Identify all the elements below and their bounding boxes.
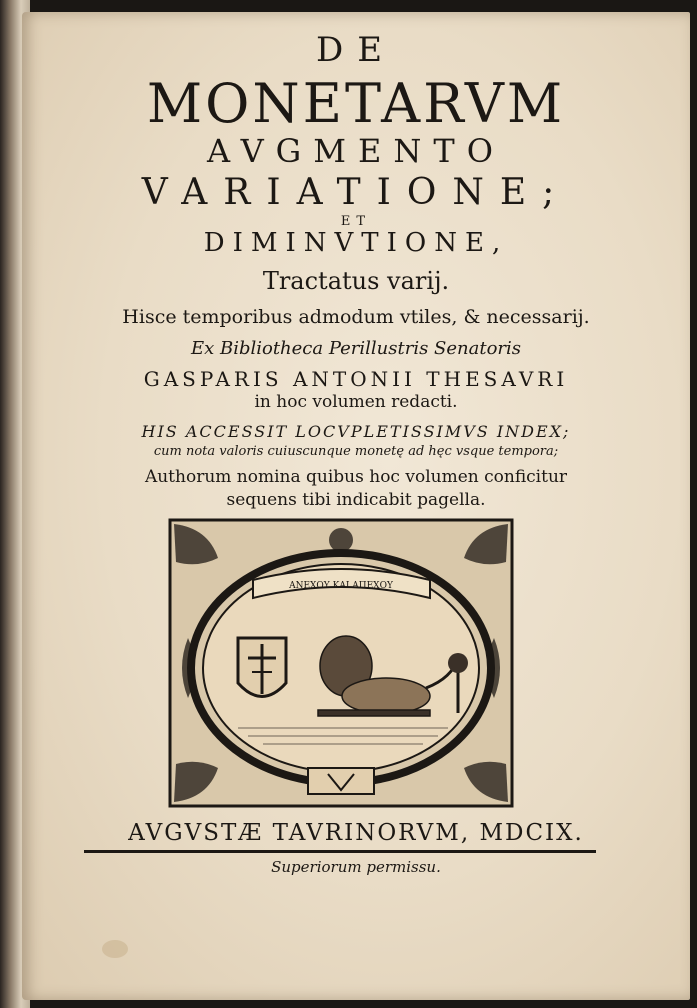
title-line-de: DE <box>315 30 397 70</box>
title-page <box>22 12 690 1000</box>
index-line: HIS ACCESSIT LOCVPLETISSIMVS INDEX; <box>141 422 571 441</box>
index-note: cum nota valoris cuiuscunque monetę ad hęc vsque tempora; <box>153 444 559 459</box>
title-line-variatione: VARIATIONE; <box>141 172 571 213</box>
imprint-rule <box>84 850 596 853</box>
woodcut-banner-text: ΑΝΕΧΟΥ ΚΑΙ ΑΠΕΧΟΥ <box>289 581 393 591</box>
contents-note-1: Authorum nomina quibus hoc volumen conficitur <box>144 467 568 487</box>
author-note: in hoc volumen redacti. <box>254 392 458 412</box>
author-name: GASPARIS ANTONII THESAVRI <box>143 367 569 391</box>
title-line-augmento: AVGMENTO <box>207 132 505 170</box>
permission-line: Superiorum permissu. <box>271 858 441 876</box>
title-line-monetarum: MONETARVM <box>146 72 566 135</box>
imprint-line: AVGVSTÆ TAVRINORVM, MDCIX. <box>128 820 584 846</box>
subtitle-tractatus: Tractatus varij. <box>262 267 450 295</box>
paper-stain <box>102 940 128 958</box>
contents-note-2: sequens tibi indicabit pagella. <box>226 490 486 510</box>
title-line-et: ET <box>340 214 372 229</box>
printers-device-woodcut <box>168 518 514 808</box>
title-line-diminutione: DIMINVTIONE, <box>203 228 509 258</box>
source-line: Ex Bibliotheca Perillustris Senatoris <box>190 338 522 359</box>
subtitle-hisce: Hisce temporibus admodum vtiles, & necessarij. <box>122 306 590 328</box>
